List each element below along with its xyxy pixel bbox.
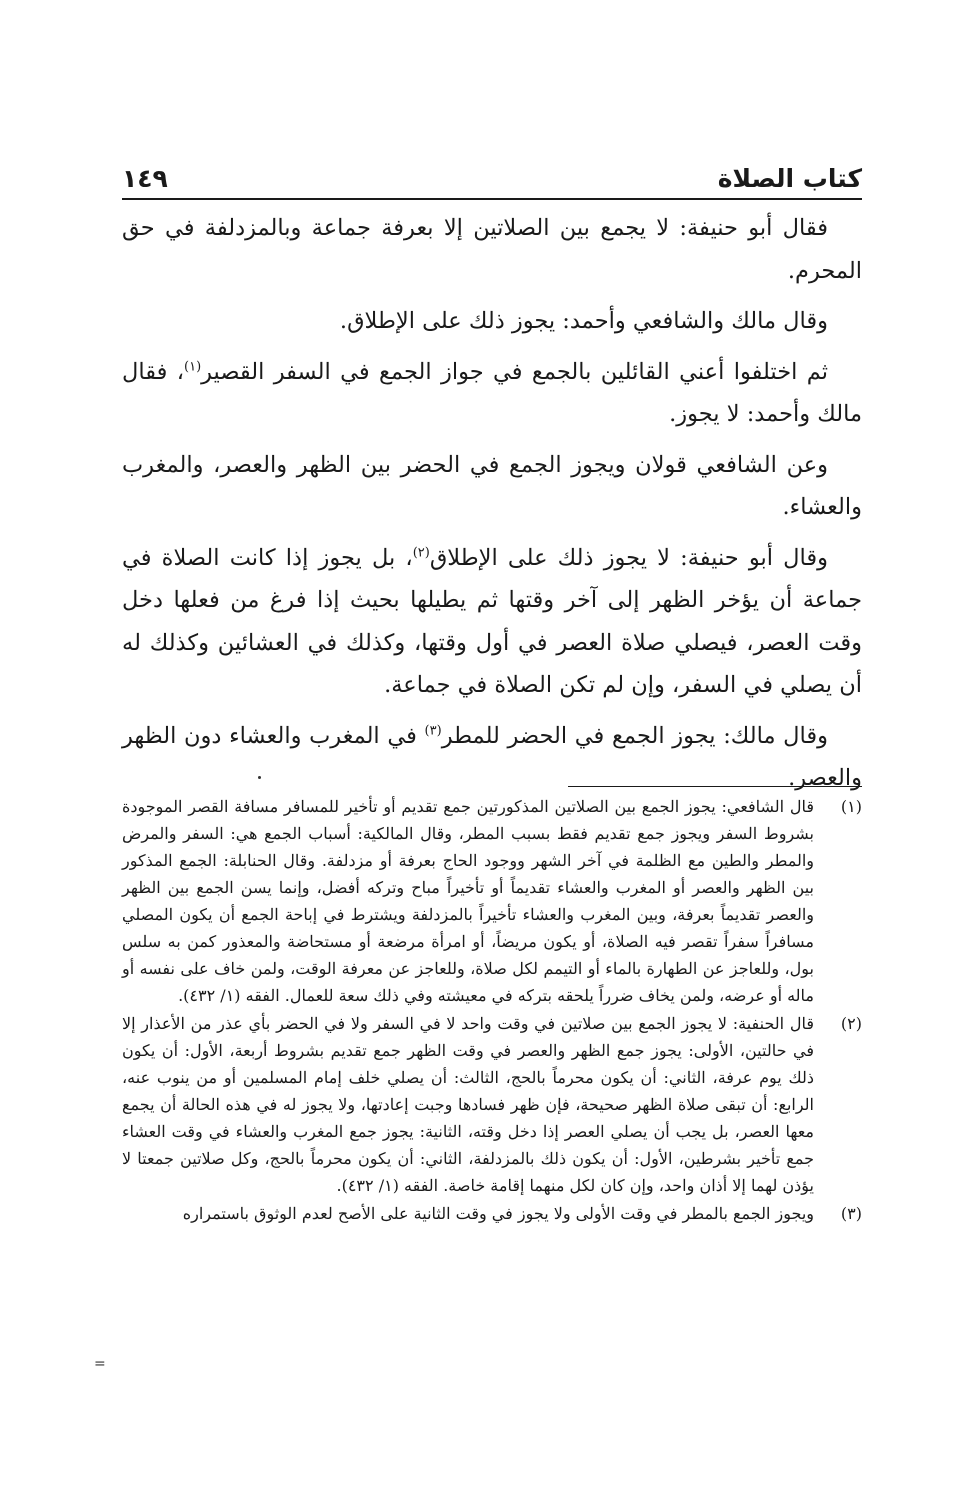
footnote-text: ويجوز الجمع بالمطر في وقت الأولى ولا يجوز في وقت الثانية على الأصح لعدم الوثوق باستمراره [182, 1204, 814, 1223]
paragraph-5-text-a: وقال أبو حنيفة: لا يجوز ذلك على الإطلاق [429, 544, 828, 571]
paragraph-3-text-a: ثم اختلفوا أعني القائلين بالجمع في جواز الجمع في السفر القصير [201, 358, 829, 385]
paragraph-4: وعن الشافعي قولان ويجوز الجمع في الحضر بين الظهر والعصر، والمغرب والعشاء. [122, 451, 862, 520]
footnote-ref-3[interactable]: (٣) [424, 723, 442, 738]
paragraph-5 [122, 537, 862, 707]
footnote-2 [122, 1010, 862, 1199]
footnote-ref-1[interactable]: (١) [184, 359, 202, 374]
chapter-title: كتاب الصلاة [717, 163, 862, 193]
page-number: ١٤٩ [122, 163, 168, 193]
paragraph-5-text-b: ، بل يجوز إذا كانت الصلاة في جماعة أن يؤخر الظهر إلى آخر وقتها ثم يطيلها بحيث إذا فرغ من فعلها دخل وقت العصر، فيصلي صلاة العصر في أول وقتها، وكذلك في العشائين وكذلك له أن يصلي في السفر، وإن لم تكن الصلاة في جماعة. [122, 544, 862, 698]
footnote-text: قال الحنفية: لا يجوز الجمع بين صلاتين في وقت واحد لا في السفر ولا في الحضر بأي عذر من الأعذار إلا في حالتين، الأولى: يجوز جمع الظهر والعصر في وقت الظهر جمع تقديم بشروط أربعة، الأول: أن يكون ذلك يوم عرفة، الثاني: أن يكون محرماً بالحج، الثالث: أن يصلي خلف إمام المسلمين أو من ينوب عنه، الرابع: أن تبقى صلاة الظهر صحيحة، فإن ظهر فسادها وجبت إعادتها، ولا يجوز له في هذه الحالة أن يجمع معها العصر، بل يجب أن يصلي العصر إذا دخل وقته، الثانية: يجوز جمع المغرب والعشاء في وقت العشاء جمع تأخير بشرطين، الأول: أن يكون ذلك بالمزدلفة، الثاني: أن يكون محرماً بالحج، وكل صلاتين جمعتا لا يؤذن لهما إلا أذان واحد، وإن كان لكل منهما إقامة خاصة. الفقه (١/ ٤٣٢). [122, 1014, 814, 1195]
footnote-text: قال الشافعي: يجوز الجمع بين الصلاتين المذكورتين جمع تقديم أو تأخير للمسافر مسافة القصر الموجودة بشروط السفر ويجوز جمع تقديم فقط بسبب المطر، وقال المالكية: أسباب الجمع هي: السفر والمرض والمطر والطين مع الظلمة في آخر الشهر ووجود الحاج بعرفة أو مزدلفة. وقال الحنابلة: الجمع المذكور بين الظهر والعصر أو المغرب والعشاء تقديماً أو تأخيراً مباح وتركه أفضل، وإنما يسن الجمع بين الظهر والعصر تقديماً بعرفة، وبين المغرب والعشاء تأخيراً بالمزدلفة ويشترط في إباحة الجمع أن يكون المصلي مسافراً سفراً تقصر فيه الصلاة، أو يكون مريضاً، أو امرأة مرضعة أو مستحاضة والمعذور كمن به سلس بول، وللعاجز عن الطهارة بالماء أو التيمم لكل صلاة، وللعاجز عن معرفة الوقت، ولمن خاف على نفسه أو ماله أو عرضه، ولمن يخاف ضرراً يلحقه بتركه في معيشته وفي ذلك سعة للعمال. الفقه (١/ ٤٣٢). [122, 797, 814, 1005]
paragraph-6-text-a: وقال مالك: يجوز الجمع في الحضر للمطر [441, 722, 828, 749]
footnotes [122, 793, 862, 1228]
paragraph-3 [122, 351, 862, 436]
footnote-ref-2[interactable]: (٢) [412, 545, 430, 560]
continuation-mark: = [94, 1356, 106, 1372]
paragraph-2: وقال مالك والشافعي وأحمد: يجوز ذلك على الإطلاق. [339, 308, 828, 334]
scan-speck [258, 776, 261, 779]
footnote-rule [568, 786, 862, 787]
header-rule [122, 198, 862, 200]
footnote-number: (٣) [840, 1204, 862, 1223]
paragraph-1: فقال أبو حنيفة: لا يجمع بين الصلاتين إلا بعرفة جماعة وبالمزدلفة في حق المحرم. [122, 215, 862, 284]
footnote-1 [122, 793, 862, 1009]
paragraph-6-text-b: في المغرب والعشاء دون الظهر والعصر. [122, 722, 862, 791]
footnote-3 [122, 1200, 862, 1227]
running-head [122, 158, 862, 198]
footnote-number: (٢) [840, 1014, 862, 1033]
footnote-number: (١) [840, 797, 862, 816]
main-text [122, 207, 862, 804]
paragraph-3-text-b: ، فقال مالك وأحمد: لا يجوز. [122, 358, 862, 427]
